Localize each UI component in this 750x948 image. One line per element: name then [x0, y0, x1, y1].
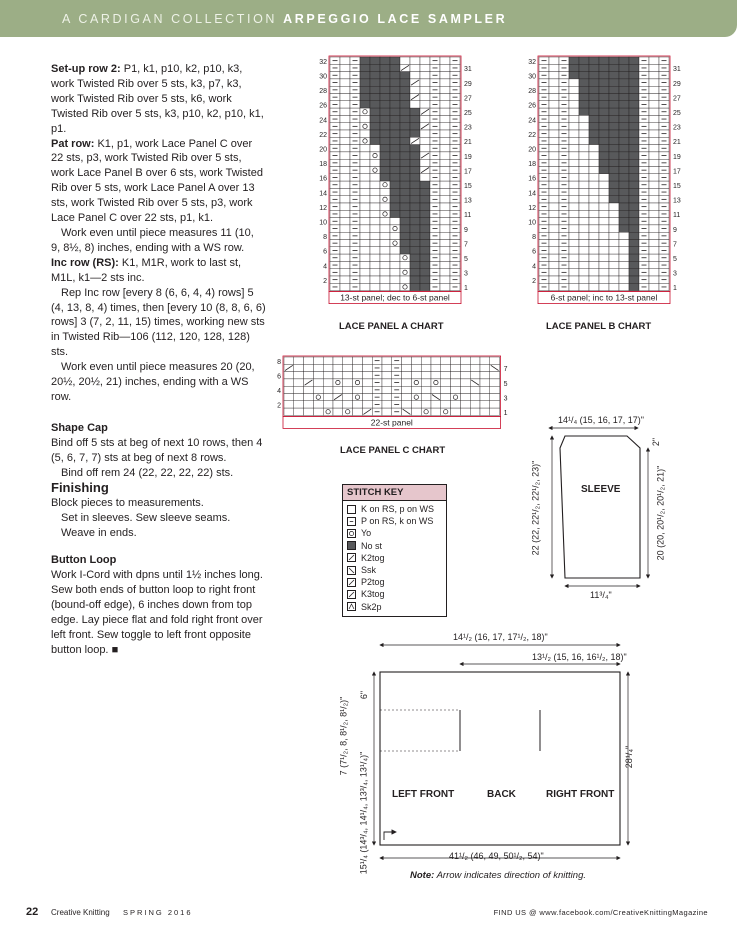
sleeve-bottom-measure: 11³/₄" — [590, 590, 612, 600]
row-number-right: 19 — [464, 153, 472, 161]
row-number-left: 28 — [319, 88, 327, 96]
stitch-key-label: Sk2p — [361, 601, 382, 612]
row-number-right: 15 — [464, 183, 472, 191]
shape-cap-heading: Shape Cap — [51, 421, 108, 434]
setup-row-paragraph: Set-up row 2: P1, k1, p10, k2, p10, k3, work Twisted Rib over 5 sts, k3, p7, k3, work Twisted Rib over 5 sts, k6, work Twisted Rib over 5 sts, k3, p10, k2, p10, k1, p1. — [51, 63, 264, 135]
stitch-key-title: STITCH KEY — [343, 485, 446, 501]
body-top-measure: 14¹/₂ (16, 17, 17¹/₂, 18)" — [453, 632, 548, 642]
page-number: 22 — [26, 906, 39, 918]
row-number-left: 16 — [528, 175, 536, 183]
body-outline — [380, 672, 620, 845]
finishing-heading: Finishing — [51, 480, 109, 496]
row-number-left: 16 — [319, 175, 327, 183]
row-number-left: 30 — [319, 73, 327, 81]
row-number-right: 29 — [464, 80, 472, 88]
stitch-key-label: Ssk — [361, 565, 377, 576]
row-number-left: 24 — [319, 117, 327, 125]
row-number-right: 17 — [673, 168, 681, 176]
chart-caption: 13-st panel; dec to 6-st panel — [340, 292, 450, 303]
row-number-right: 7 — [503, 366, 508, 374]
row-number-right: 7 — [673, 241, 677, 249]
sleeve-top-measure: 14¹/₄ (15, 16, 17, 17)" — [558, 415, 644, 425]
row-number-right: 25 — [673, 110, 681, 118]
row-number-left: 32 — [319, 58, 327, 66]
row-number-left: 8 — [532, 234, 536, 242]
row-number-right: 21 — [673, 139, 681, 147]
lace-panel-b-title: LACE PANEL B CHART — [546, 321, 652, 332]
row-number-right: 31 — [673, 66, 681, 74]
row-number-left: 22 — [528, 131, 536, 139]
row-number-right: 5 — [673, 256, 677, 264]
row-number-right: 3 — [464, 270, 468, 278]
row-number-right: 11 — [673, 212, 681, 220]
back-label: BACK — [487, 789, 516, 800]
row-number-left: 30 — [528, 73, 536, 81]
row-number-left: 14 — [528, 190, 536, 198]
row-number-left: 18 — [319, 161, 327, 169]
stitch-key-label: P2tog — [361, 577, 385, 588]
collection-name: A CARDIGAN COLLECTION — [62, 12, 278, 26]
row-number-left: 12 — [528, 204, 536, 212]
shape-cap-paragraph: Bind off 5 sts at beg of next 10 rows, then 4 (5, 6, 7, 7) sts at beg of next 8 rows. — [51, 436, 263, 464]
row-number-left: 20 — [319, 146, 327, 154]
row-number-left: 4 — [323, 263, 327, 271]
button-loop-paragraph: Work I-Cord with dpns until 1½ inches long. Sew both ends of button loop to right front (bound-off edge), 6 inches down from top edge. Lay piece flat and fold right front over left front. Sew toggle to left front opposite button loop. ■ — [51, 569, 263, 656]
row-number-right: 13 — [673, 197, 681, 205]
work-even-paragraph: Work even until piece measures 11 (10, 9, 8½, 8) inches, ending with a WS row. — [51, 226, 254, 254]
row-number-right: 15 — [673, 183, 681, 191]
bind-off-paragraph: Bind off rem 24 (22, 22, 22, 22) sts. — [61, 466, 234, 479]
stitch-key-label: P on RS, k on WS — [361, 516, 434, 527]
finishing-text: Weave in ends. — [61, 527, 137, 540]
row-number-left: 12 — [319, 204, 327, 212]
row-number-right: 5 — [503, 380, 508, 388]
row-number-left: 24 — [528, 117, 536, 125]
row-number-left: 4 — [277, 388, 281, 396]
sleeve-right-top-measure: 2" — [651, 437, 662, 447]
issue-season: SPRING 2016 — [123, 908, 193, 917]
lace-panel-a-title: LACE PANEL A CHART — [339, 321, 444, 332]
row-number-left: 6 — [323, 248, 327, 256]
row-number-right: 9 — [673, 226, 677, 234]
row-number-right: 23 — [464, 124, 472, 132]
arrow-note: Note: Arrow indicates direction of knitting. — [410, 870, 586, 881]
stitch-key-label: No st — [361, 540, 383, 551]
button-loop-heading: Button Loop — [51, 554, 117, 567]
inc-row-paragraph: Inc row (RS): K1, M1R, work to last st, M1L, k1—2 sts inc. — [51, 256, 242, 284]
pat-row-paragraph: Pat row: K1, p1, work Lace Panel C over 22 sts, p3, work Twisted Rib over 5 sts, work Lace Panel B over 6 sts, work Twisted Rib over 5 sts, work Lace Panel A over 13 sts, work Twisted Rib over 5 sts, p3, work Lace Panel C over 22 sts, p1, k1. — [51, 137, 263, 225]
row-number-left: 22 — [319, 131, 327, 139]
row-number-right: 27 — [464, 95, 472, 103]
row-number-left: 4 — [532, 263, 536, 271]
row-number-right: 29 — [673, 80, 681, 88]
pattern-title: ARPEGGIO LACE SAMPLER — [283, 12, 508, 26]
row-number-left: 14 — [319, 190, 327, 198]
row-number-left: 32 — [528, 58, 536, 66]
chart-caption: 6-st panel; inc to 13-st panel — [550, 292, 658, 303]
row-number-right: 13 — [464, 197, 472, 205]
row-number-right: 25 — [464, 110, 472, 118]
finishing-text: Block pieces to measurements. — [51, 497, 204, 510]
row-number-right: 11 — [464, 212, 472, 220]
row-number-right: 7 — [464, 241, 468, 249]
row-number-left: 10 — [528, 219, 536, 227]
row-number-left: 18 — [528, 161, 536, 169]
row-number-right: 5 — [464, 256, 468, 264]
row-number-right: 9 — [464, 226, 468, 234]
sleeve-left-measure: 22 (22, 22¹/₂, 22¹/₂, 23)" — [530, 460, 541, 556]
row-number-left: 26 — [528, 102, 536, 110]
row-number-left: 28 — [528, 88, 536, 96]
knitting-direction-arrow — [384, 832, 396, 840]
row-number-left: 26 — [319, 102, 327, 110]
sleeve-outline — [560, 436, 640, 578]
row-number-left: 2 — [532, 277, 536, 285]
stitch-key-label: K3tog — [361, 589, 385, 600]
stitch-key-label: Yo — [361, 528, 372, 539]
left-front-label: LEFT FRONT — [392, 789, 455, 800]
row-number-left: 6 — [277, 373, 281, 381]
stitch-key-label: K on RS, p on WS — [361, 504, 435, 515]
facebook-link: FIND US @ www.facebook.com/CreativeKnittingMagazine — [493, 908, 708, 917]
body-top-right-measure: 13¹/₂ (15, 16, 16¹/₂, 18)" — [532, 652, 627, 662]
body-left-6in-measure: 6" — [359, 690, 370, 700]
row-number-right: 31 — [464, 66, 472, 74]
row-number-right: 19 — [673, 153, 681, 161]
row-number-right: 27 — [673, 95, 681, 103]
row-number-right: 3 — [673, 270, 677, 278]
row-number-left: 2 — [323, 277, 327, 285]
rep-inc-paragraph: Rep Inc row [every 8 (6, 6, 4, 4) rows] 5 (4, 13, 8, 4) times, then [every 10 (8, 8, 6, 6) rows] 3 (7, 2, 11, 15) times, working new sts in Twisted Rib—106 (112, 120, 128, 128) sts. — [51, 286, 266, 359]
row-number-right: 1 — [464, 285, 468, 293]
body-left-top-measure: 7 (7¹/₂, 8, 8¹/₂, 8¹/₂)" — [338, 696, 349, 776]
body-right-measure: 28¹/₄" — [624, 745, 635, 769]
row-number-right: 3 — [503, 395, 508, 403]
body-bottom-measure: 41¹/₂ (46, 49, 50¹/₂, 54)" — [449, 851, 544, 861]
row-number-left: 6 — [532, 248, 536, 256]
sleeve-label: SLEEVE — [581, 484, 621, 495]
row-number-left: 2 — [277, 402, 281, 410]
row-number-left: 20 — [528, 146, 536, 154]
stitch-key-label: K2tog — [361, 552, 385, 563]
row-number-right: 1 — [503, 410, 508, 418]
row-number-right: 21 — [464, 139, 472, 147]
body-left-bottom-measure: 15¹/₄ (14³/₄, 14¹/₄, 13³/₄, 13¹/₄)" — [358, 751, 369, 875]
row-number-left: 8 — [277, 358, 281, 366]
row-number-right: 23 — [673, 124, 681, 132]
row-number-right: 17 — [464, 168, 472, 176]
sleeve-right-measure: 20 (20, 20¹/₂, 20¹/₂, 21)" — [655, 465, 666, 561]
row-number-left: 8 — [323, 234, 327, 242]
row-number-right: 1 — [673, 285, 677, 293]
work-even-2-paragraph: Work even until piece measures 20 (20, 20½, 20½, 21) inches, ending with a WS row. — [51, 361, 255, 403]
lace-panel-c-title: LACE PANEL C CHART — [340, 445, 446, 456]
finishing-text: Set in sleeves. Sew sleeve seams. — [61, 512, 231, 525]
right-front-label: RIGHT FRONT — [546, 789, 615, 800]
row-number-left: 10 — [319, 219, 327, 227]
chart-caption: 22-st panel — [370, 417, 413, 428]
magazine-name: Creative Knitting — [51, 908, 110, 917]
